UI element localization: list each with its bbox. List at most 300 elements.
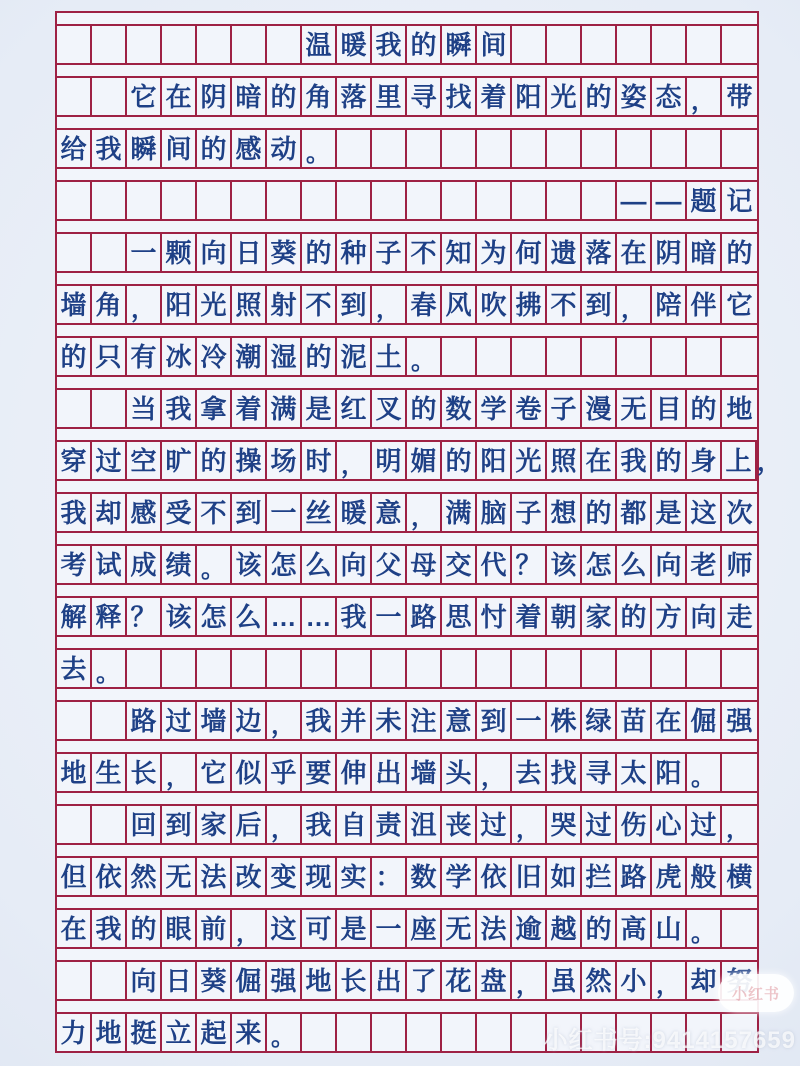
- grid-cell: [477, 754, 512, 791]
- grid-cell: [302, 26, 337, 63]
- grid-cell: [92, 286, 127, 323]
- handwritten-char: 姿: [620, 81, 647, 112]
- grid-cell: [127, 286, 162, 323]
- grid-cell: [127, 234, 162, 271]
- handwritten-char: 了: [410, 965, 437, 996]
- grid-cell: [372, 962, 407, 999]
- grid-cell: [407, 234, 442, 271]
- grid-cell: [302, 390, 337, 427]
- grid-cell: [442, 442, 477, 479]
- handwritten-char: 受: [165, 497, 192, 528]
- grid-cell: [162, 130, 197, 167]
- handwritten-char: 冷: [200, 341, 227, 372]
- handwritten-char: 态: [655, 81, 682, 112]
- grid-cell: [232, 286, 267, 323]
- handwritten-char: 我: [620, 445, 647, 476]
- handwritten-char: 的: [60, 341, 87, 372]
- grid-cell: [267, 598, 302, 635]
- handwritten-char: 湿: [270, 341, 297, 372]
- grid-cell: [617, 546, 652, 583]
- handwritten-char: 苗: [620, 705, 647, 736]
- grid-cell: [57, 546, 92, 583]
- handwritten-char: 我: [305, 809, 332, 840]
- handwritten-char: 意: [445, 705, 472, 736]
- handwritten-char: 却: [95, 497, 122, 528]
- handwritten-char: 墙: [60, 289, 87, 320]
- grid-cell: [442, 962, 477, 999]
- grid-cell: [687, 338, 722, 375]
- grid-cell: [442, 806, 477, 843]
- grid-row: [57, 702, 757, 741]
- grid-cell: [92, 650, 127, 687]
- handwritten-char: 是: [655, 497, 682, 528]
- grid-cell: [547, 182, 582, 219]
- grid-row: [57, 442, 781, 481]
- handwritten-char: 只: [95, 341, 122, 372]
- handwritten-char: 阴: [200, 81, 227, 112]
- grid-cell: [162, 806, 197, 843]
- grid-cell: [127, 442, 162, 479]
- handwritten-char: 数: [445, 393, 472, 424]
- handwritten-char: 吹: [480, 289, 507, 320]
- grid-cell: [267, 754, 302, 791]
- grid-cell: [92, 598, 127, 635]
- xiaohongshu-account-watermark: 小红书号:9414157659: [543, 1027, 796, 1054]
- row-spacer: [57, 793, 757, 806]
- handwritten-char: 满: [445, 497, 472, 528]
- handwritten-char: 的: [410, 29, 437, 60]
- composition-grid: [55, 11, 781, 1053]
- handwritten-char: 依: [480, 861, 507, 892]
- handwritten-char: 暖: [340, 497, 367, 528]
- grid-cell: [687, 962, 722, 999]
- grid-cell: [57, 1014, 92, 1051]
- grid-cell: [372, 1014, 407, 1051]
- handwritten-char: 它: [726, 289, 753, 320]
- grid-cell: [162, 26, 197, 63]
- grid-cell: [197, 754, 232, 791]
- handwritten-char: 找: [550, 757, 577, 788]
- row-spacer: [57, 481, 757, 494]
- handwritten-char: 操: [235, 445, 262, 476]
- grid-cell: [442, 390, 477, 427]
- row-spacer: [57, 637, 757, 650]
- grid-cell: [722, 806, 757, 843]
- handwritten-char: 拦: [585, 861, 612, 892]
- grid-cell: [652, 858, 687, 895]
- handwritten-char: 风: [445, 289, 472, 320]
- row-spacer: [57, 689, 757, 702]
- grid-cell: [337, 702, 372, 739]
- grid-cell: [512, 182, 547, 219]
- handwritten-char: 感: [235, 133, 262, 164]
- grid-cell: [722, 182, 757, 219]
- handwritten-char: 立: [165, 1017, 192, 1048]
- grid-cell: [722, 442, 757, 479]
- handwritten-char: 过: [690, 809, 717, 840]
- grid-cell: [687, 546, 722, 583]
- handwritten-char: 题: [690, 185, 717, 216]
- grid-cell: [617, 338, 652, 375]
- grid-cell: [127, 962, 162, 999]
- grid-cell: [512, 910, 547, 947]
- grid-cell: [232, 390, 267, 427]
- handwritten-char: 带: [726, 81, 753, 112]
- grid-cell: [57, 286, 92, 323]
- grid-cell: [162, 650, 197, 687]
- grid-cell: [92, 26, 127, 63]
- grid-cell: [127, 494, 162, 531]
- handwritten-char: 向: [200, 237, 227, 268]
- grid-cell: [652, 910, 687, 947]
- handwritten-char: 间: [165, 133, 192, 164]
- grid-cell: [302, 494, 337, 531]
- handwritten-char: 路: [620, 861, 647, 892]
- grid-cell: [267, 546, 302, 583]
- grid-cell: [512, 390, 547, 427]
- grid-cell: [687, 702, 722, 739]
- grid-cell: [407, 962, 442, 999]
- handwritten-char: 座: [410, 913, 437, 944]
- grid-cell: [512, 650, 547, 687]
- grid-cell: [337, 546, 372, 583]
- grid-cell: [652, 806, 687, 843]
- handwritten-char: 释: [95, 601, 122, 632]
- grid-cell: [162, 78, 197, 115]
- grid-cell: [442, 234, 477, 271]
- grid-cell: [162, 910, 197, 947]
- grid-cell: [267, 962, 302, 999]
- grid-cell: [547, 338, 582, 375]
- handwritten-char: 丧: [445, 809, 472, 840]
- handwritten-char: 地: [95, 1017, 122, 1048]
- handwritten-char: 过: [480, 809, 507, 840]
- grid-cell: [162, 858, 197, 895]
- grid-cell: [232, 910, 267, 947]
- grid-cell: [617, 962, 652, 999]
- grid-cell: [92, 858, 127, 895]
- grid-cell: [162, 962, 197, 999]
- grid-cell: [162, 338, 197, 375]
- handwritten-char: 的: [585, 497, 612, 528]
- grid-cell: [57, 754, 92, 791]
- handwritten-char: 。: [201, 556, 225, 583]
- handwritten-char: 动: [270, 133, 297, 164]
- grid-cell: [372, 78, 407, 115]
- handwritten-char: 然: [130, 861, 157, 892]
- grid-cell: [372, 286, 407, 323]
- handwritten-char: 里: [375, 81, 402, 112]
- grid-cell: [92, 78, 127, 115]
- grid-cell: [477, 702, 512, 739]
- grid-cell: [512, 754, 547, 791]
- grid-cell: [547, 806, 582, 843]
- grid-cell: [442, 910, 477, 947]
- handwritten-char: 间: [480, 29, 507, 60]
- grid-cell: [92, 702, 127, 739]
- grid-cell: [372, 26, 407, 63]
- handwritten-char: 一: [130, 237, 157, 268]
- handwritten-char: 想: [550, 497, 577, 528]
- grid-cell: [162, 1014, 197, 1051]
- handwritten-char: 伴: [690, 289, 717, 320]
- grid-cell: [582, 234, 617, 271]
- handwritten-char: 边: [235, 705, 262, 736]
- grid-cell: [372, 494, 407, 531]
- grid-cell: [127, 858, 162, 895]
- grid-cell: [267, 1014, 302, 1051]
- grid-cell: [372, 182, 407, 219]
- handwritten-char: ，: [411, 504, 435, 531]
- handwritten-char: 我: [95, 913, 122, 944]
- grid-cell: [512, 494, 547, 531]
- grid-cell: [302, 182, 337, 219]
- grid-row: [57, 962, 757, 1001]
- grid-cell: [92, 442, 127, 479]
- grid-cell: [687, 78, 722, 115]
- handwritten-char: 拿: [200, 393, 227, 424]
- grid-cell: [337, 754, 372, 791]
- grid-cell: [162, 390, 197, 427]
- handwritten-char: 光: [200, 289, 227, 320]
- handwritten-char: 着: [480, 81, 507, 112]
- handwritten-char: 现: [305, 861, 332, 892]
- grid-cell: [652, 650, 687, 687]
- handwritten-char: 数: [410, 861, 437, 892]
- handwritten-char: 一: [515, 705, 542, 736]
- grid-cell: [267, 650, 302, 687]
- grid-cell: [547, 442, 582, 479]
- grid-cell: [582, 26, 617, 63]
- handwritten-char: 出: [375, 757, 402, 788]
- handwritten-char: 阳: [480, 445, 507, 476]
- grid-cell: [372, 390, 407, 427]
- grid-cell: [197, 26, 232, 63]
- handwritten-char: 逾: [515, 913, 542, 944]
- handwritten-char: 后: [235, 809, 262, 840]
- handwritten-char: 场: [270, 445, 297, 476]
- grid-cell: [197, 338, 232, 375]
- grid-cell: [302, 1014, 337, 1051]
- handwritten-char: 光: [550, 81, 577, 112]
- handwritten-char: 角: [95, 289, 122, 320]
- grid-row: [57, 546, 757, 585]
- handwritten-char: ，: [621, 296, 645, 323]
- grid-cell: [232, 858, 267, 895]
- grid-cell: [617, 442, 652, 479]
- grid-cell: [232, 338, 267, 375]
- handwritten-char: 向: [655, 549, 682, 580]
- handwritten-char: 无: [445, 913, 472, 944]
- grid-cell: [197, 130, 232, 167]
- grid-cell: [652, 338, 687, 375]
- row-spacer: [57, 429, 757, 442]
- grid-cell: [197, 962, 232, 999]
- grid-cell: [652, 598, 687, 635]
- grid-cell: [57, 442, 92, 479]
- handwritten-char: 到: [340, 289, 367, 320]
- grid-cell: [197, 182, 232, 219]
- handwritten-char: 怎: [585, 549, 612, 580]
- grid-cell: [477, 234, 512, 271]
- grid-row: [57, 390, 757, 429]
- grid-cell: [127, 598, 162, 635]
- row-spacer: [57, 13, 757, 26]
- handwritten-char: 我: [340, 601, 367, 632]
- grid-cell: [442, 26, 477, 63]
- grid-cell: [582, 858, 617, 895]
- grid-cell: [197, 234, 232, 271]
- handwritten-char: 当: [130, 393, 157, 424]
- handwritten-char: 我: [95, 133, 122, 164]
- handwritten-char: 学: [480, 393, 507, 424]
- grid-cell: [687, 494, 722, 531]
- grid-cell: [442, 286, 477, 323]
- handwritten-char: 向: [340, 549, 367, 580]
- grid-cell: [407, 182, 442, 219]
- handwritten-char: 给: [60, 133, 87, 164]
- handwritten-char: 遗: [550, 237, 577, 268]
- grid-cell: [127, 702, 162, 739]
- grid-cell: [337, 858, 372, 895]
- grid-cell: [302, 338, 337, 375]
- grid-cell: [197, 858, 232, 895]
- grid-cell: [372, 234, 407, 271]
- handwritten-char: ，: [516, 816, 540, 843]
- grid-cell: [372, 650, 407, 687]
- handwritten-char: 寻: [410, 81, 437, 112]
- handwritten-char: 子: [375, 237, 402, 268]
- grid-cell: [582, 78, 617, 115]
- handwritten-char: 来: [235, 1017, 262, 1048]
- grid-cell: [337, 286, 372, 323]
- grid-cell: [547, 598, 582, 635]
- grid-cell: [127, 806, 162, 843]
- grid-cell: [127, 910, 162, 947]
- grid-cell: [372, 858, 407, 895]
- handwritten-char: 暗: [235, 81, 262, 112]
- handwritten-char: 这: [270, 913, 297, 944]
- handwritten-char: ，: [691, 88, 715, 115]
- grid-cell: [92, 130, 127, 167]
- grid-cell: [722, 858, 757, 895]
- grid-cell: [232, 26, 267, 63]
- handwritten-char: 的: [726, 237, 753, 268]
- handwritten-char: 然: [585, 965, 612, 996]
- grid-cell: [722, 598, 757, 635]
- grid-cell: [407, 702, 442, 739]
- row-spacer: [57, 325, 757, 338]
- handwritten-char: 空: [130, 445, 157, 476]
- grid-cell: [407, 910, 442, 947]
- grid-cell: [652, 962, 687, 999]
- grid-cell: [407, 78, 442, 115]
- row-spacer: [57, 949, 757, 962]
- handwritten-char: 子: [550, 393, 577, 424]
- grid-cell: [512, 234, 547, 271]
- grid-cell: [57, 806, 92, 843]
- handwritten-char: 向: [690, 601, 717, 632]
- grid-cell: [687, 650, 722, 687]
- row-spacer: [57, 221, 757, 234]
- handwritten-char: ：: [375, 861, 402, 892]
- grid-cell: [477, 182, 512, 219]
- grid-cell: [267, 338, 302, 375]
- grid-cell: [302, 962, 337, 999]
- handwritten-char: 该: [165, 601, 192, 632]
- hanging-punctuation: ，: [757, 449, 781, 476]
- grid-cell: [547, 26, 582, 63]
- handwritten-char: 考: [60, 549, 87, 580]
- grid-cell: [127, 338, 162, 375]
- grid-cell: [512, 26, 547, 63]
- grid-row: [57, 286, 757, 325]
- grid-row: [57, 494, 757, 533]
- grid-cell: [512, 1014, 547, 1051]
- handwritten-char: 瞬: [130, 133, 157, 164]
- grid-cell: [57, 390, 92, 427]
- grid-cell: [477, 130, 512, 167]
- grid-cell: [547, 650, 582, 687]
- handwritten-char: 落: [340, 81, 367, 112]
- grid-cell: [232, 130, 267, 167]
- handwritten-char: 在: [620, 237, 647, 268]
- grid-cell: [337, 494, 372, 531]
- handwritten-char: 伤: [620, 809, 647, 840]
- grid-cell: [582, 286, 617, 323]
- handwritten-char: 的: [585, 913, 612, 944]
- handwritten-char: 身: [690, 445, 717, 476]
- handwritten-char: 横: [726, 861, 753, 892]
- grid-cell: [547, 390, 582, 427]
- grid-cell: [267, 286, 302, 323]
- xiaohongshu-badge-label: 小红书: [731, 985, 780, 1003]
- grid-cell: [687, 858, 722, 895]
- grid-cell: [127, 546, 162, 583]
- grid-cell: [582, 546, 617, 583]
- grid-cell: [232, 442, 267, 479]
- row-spacer: [57, 65, 757, 78]
- handwritten-char: 知: [445, 237, 472, 268]
- handwritten-char: 记: [726, 185, 753, 216]
- grid-cell: [232, 78, 267, 115]
- handwritten-char: 丝: [305, 497, 332, 528]
- grid-cell: [162, 182, 197, 219]
- handwritten-char: 走: [726, 601, 753, 632]
- handwritten-char: 怎: [270, 549, 297, 580]
- handwritten-char: 交: [445, 549, 472, 580]
- grid-cell: [582, 130, 617, 167]
- grid-cell: [127, 650, 162, 687]
- grid-cell: [267, 806, 302, 843]
- grid-cell: [302, 910, 337, 947]
- grid-cell: [722, 130, 757, 167]
- handwritten-char: 虎: [655, 861, 682, 892]
- grid-cell: [92, 910, 127, 947]
- handwritten-char: ，: [341, 452, 365, 479]
- handwritten-char: 朝: [550, 601, 577, 632]
- grid-cell: [162, 234, 197, 271]
- grid-cell: [687, 234, 722, 271]
- handwritten-char: 虽: [550, 965, 577, 996]
- handwritten-char: 变: [270, 861, 297, 892]
- handwritten-char: 到: [235, 497, 262, 528]
- handwritten-char: 照: [235, 289, 262, 320]
- handwritten-char: 光: [515, 445, 542, 476]
- row-spacer: [57, 169, 757, 182]
- grid-cell: [652, 234, 687, 271]
- handwritten-char: 的: [305, 341, 332, 372]
